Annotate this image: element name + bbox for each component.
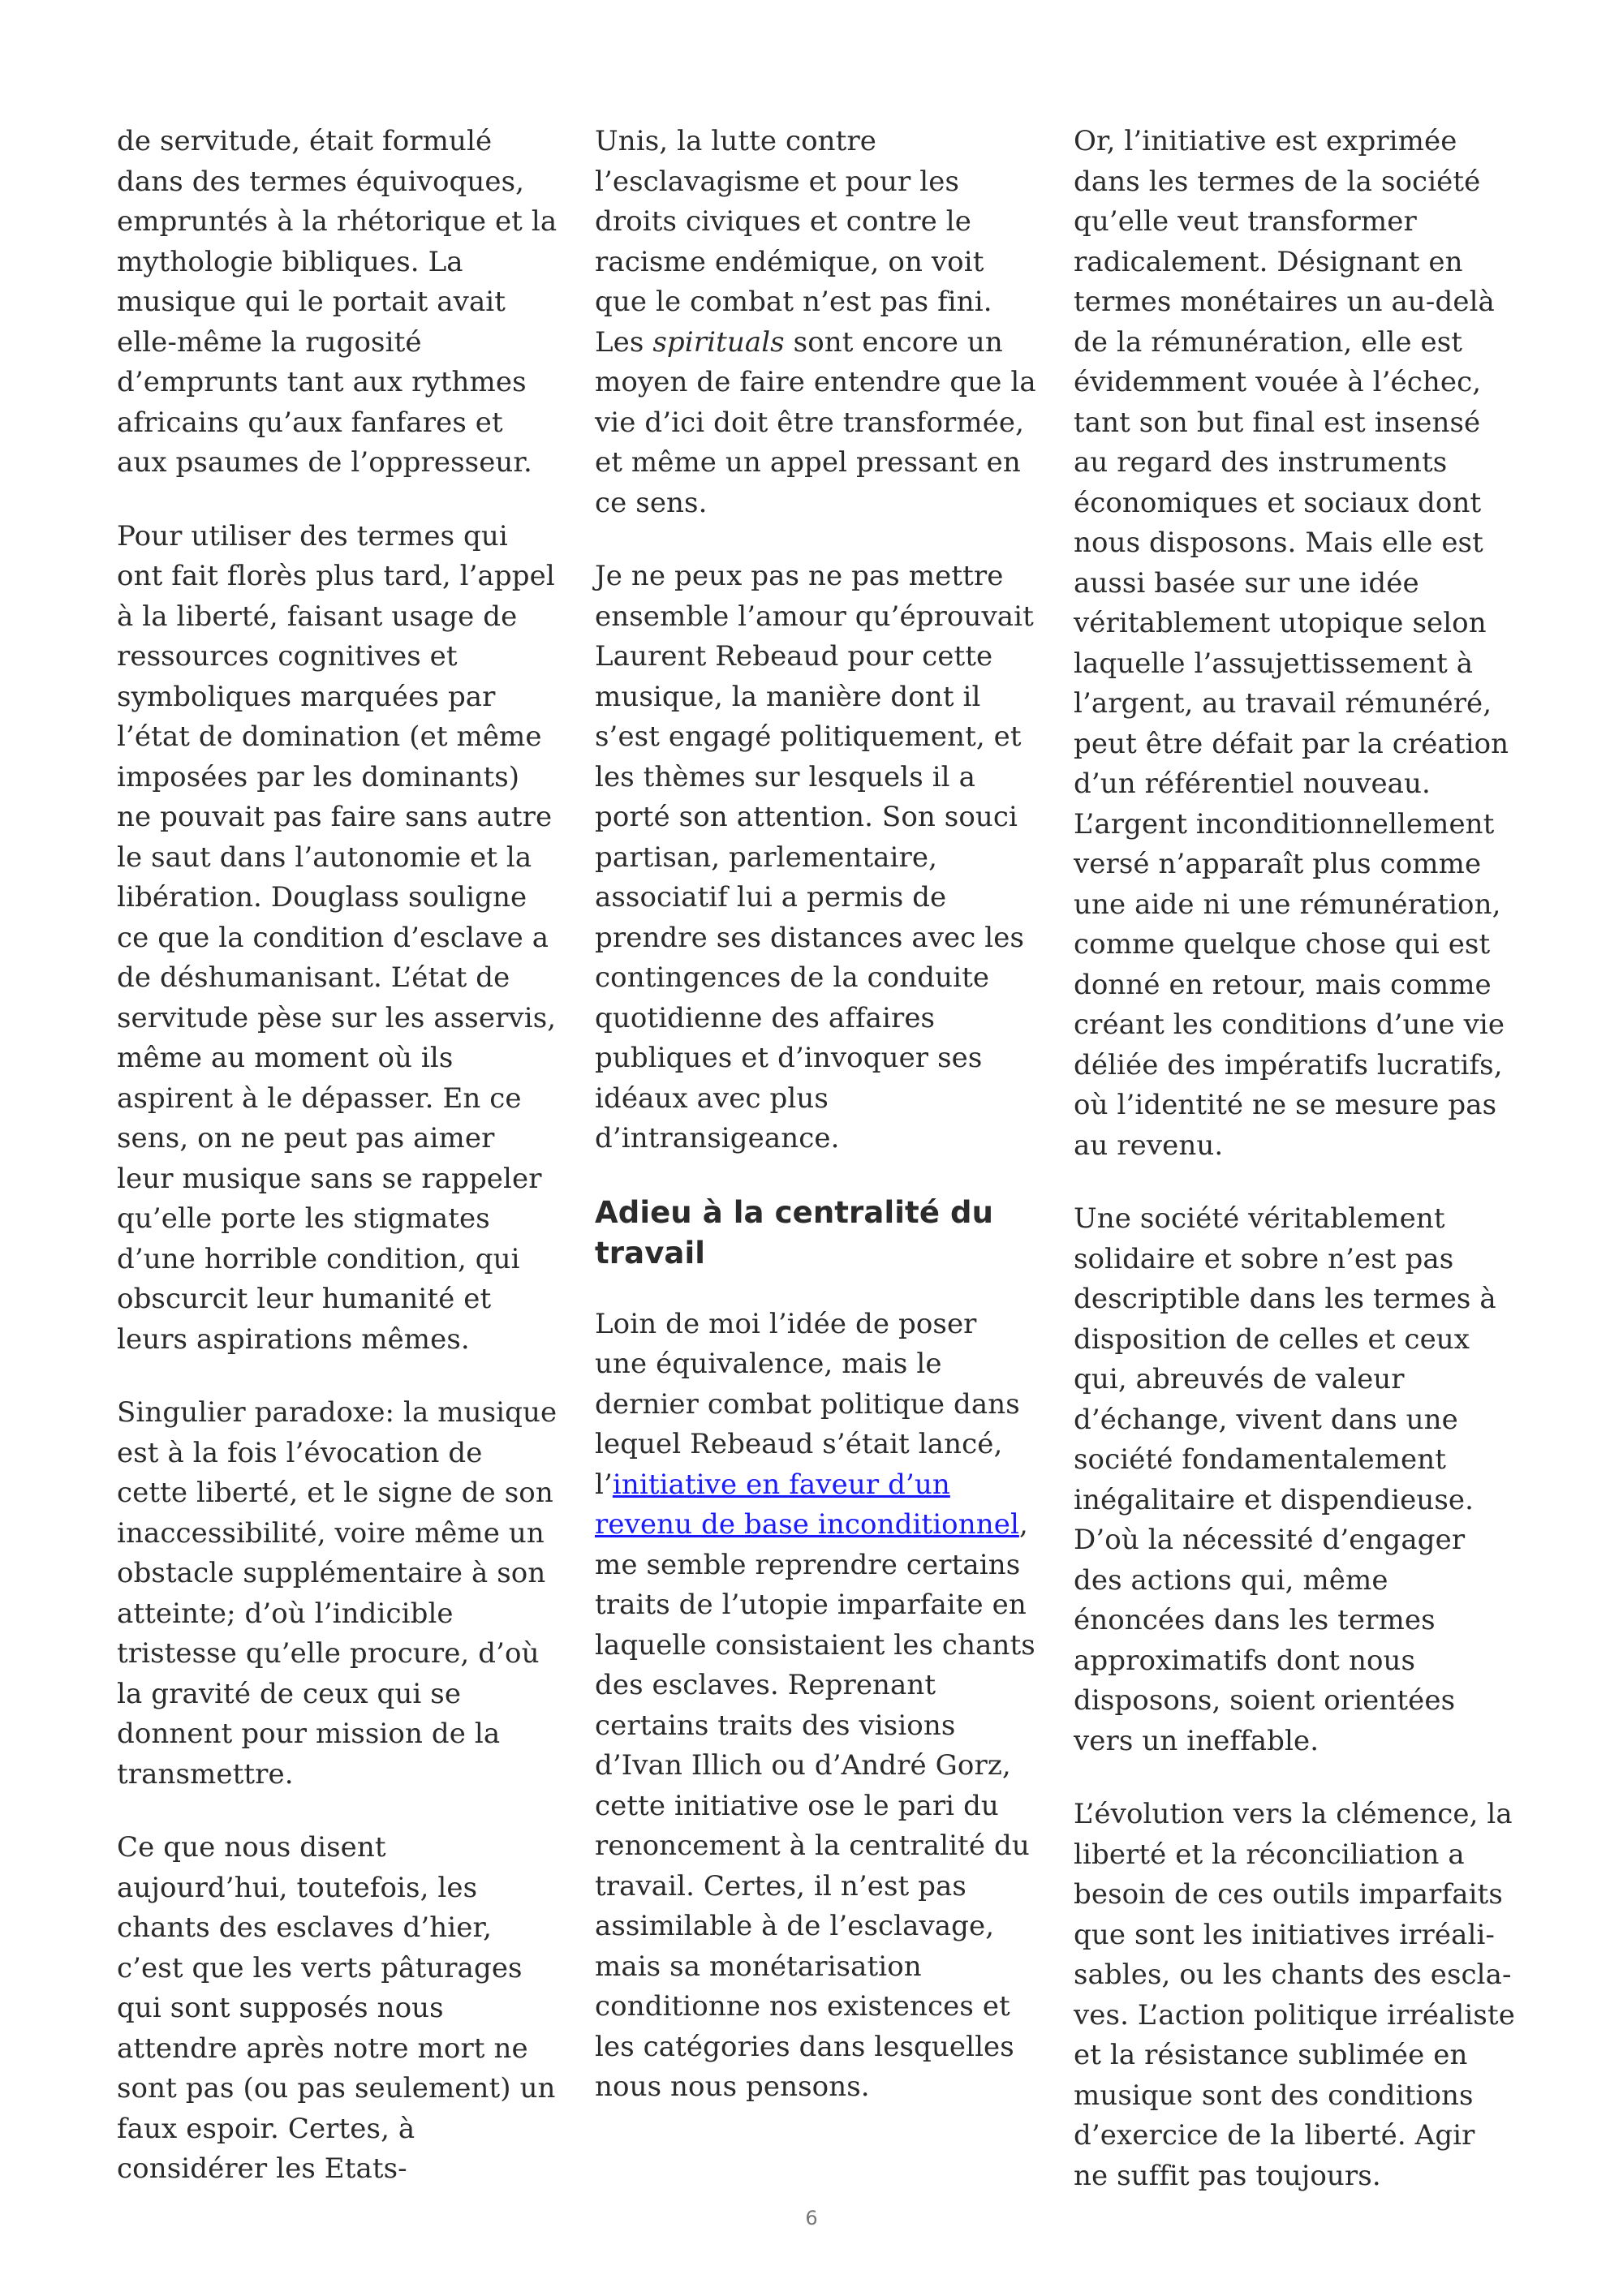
- page-number: 6: [805, 2207, 818, 2229]
- text-span: sont encore un moyen de faire entendre que la vie d’ici doit être transformée, et même un appel pressant en ce sens.: [595, 325, 1036, 519]
- text-span: , me semble reprendre certains traits de l’utopie imparfaite en laquelle consistaient les chants des esclaves. Reprenant certains traits des visions d’Ivan Illich ou d’André Gorz, cette initiative ose le pari du renoncement à la centralité du travail. Certes, il n’est pas assimilable à de l’esclavage, mais sa monétarisation conditionne nos existences et les catégories dans lesquelles nous nous pensons.: [595, 1508, 1035, 2103]
- section-heading: Adieu à la centralité du travail: [595, 1194, 994, 1271]
- paragraph: Or, l’initiative est exprimée dans les termes de la société qu’elle veut transformer radicalement. Désignant en termes monétaires un au-delà de la rémunération, elle est évidemment vouée à l’échec, tant son but final est insensé au regard des instruments économiques et sociaux dont nous disposons. Mais elle est aussi basée sur une idée véritablement utopique selon laquelle l’assujettissement à l’argent, au travail rémunéré, peut être défait par la création d’un référentiel nouveau. L’argent inconditionnellement versé n’apparaît plus comme une aide ni une rémunération, comme quelque chose qui est donné en retour, mais comme créant les conditions d’une vie déliée des impératifs lucratifs, où l’identité ne se mesure pas au revenu.: [1074, 125, 1509, 1162]
- text-span: Loin de moi l’idée de poser une équivalence, mais le dernier combat politique dans lequel Rebeaud s’était lancé, l’: [595, 1307, 1020, 1501]
- paragraph: Je ne peux pas ne pas mettre ensemble l’amour qu’éprouvait Laurent Rebeaud pour cette musique, la manière dont il s’est engagé politiquement, et les thèmes sur lesquels il a porté son attention. Son souci partisan, parlementaire, associatif lui a permis de prendre ses distances avec les contingences de la conduite quotidienne des affaires publiques et d’invoquer ses idéaux avec plus d’intransigeance.: [595, 560, 1034, 1154]
- paragraph: de servitude, était formulé dans des termes équivoques, empruntés à la rhétorique et la mythologie bibliques. La musique qui le portait avait elle-même la rugosité d’emprunts tant aux rythmes africains qu’aux fanfares et aux psaumes de l’oppresseur.: [117, 125, 558, 479]
- paragraph: Pour utiliser des termes qui ont fait florès plus tard, l’appel à la liberté, faisant usage de ressources cognitives et symboliques marquées par l’état de domination (et même imposées par les dominants) ne pouvait pas faire sans autre le saut dans l’autonomie et la libération. Douglass souligne ce que la condition d’esclave a de déshumanisant. L’état de servitude pèse sur les asservis, même au moment où ils aspirent à le dépasser. En ce sens, on ne peut pas aimer leur musique sans se rappeler qu’elle porte les stigmates d’une horrible condition, qui obscurcit leur humanité et leurs aspirations mêmes.: [117, 519, 557, 1356]
- italic-term: spirituals: [652, 325, 785, 359]
- paragraph: [595, 122, 1037, 523]
- paragraph: L’évolution vers la clémence, la liberté et la réconciliation a besoin de ces outils imparfaits que sont les initiatives irréali-sables, ou les chants des escla-ves. L’action politique irréaliste et la résistance sublimée en musique sont des conditions d’exercice de la liberté. Agir ne suffit pas toujours.: [1074, 1798, 1515, 2192]
- paragraph: Une société véritablement solidaire et sobre n’est pas descriptible dans les termes à disposition de celles et ceux qui, abreuvés de valeur d’échange, vivent dans une société fondamentalement inégalitaire et dispendieuse. D’où la nécessité d’engager des actions qui, même énoncées dans les termes approximatifs dont nous disposons, soient orientées vers un ineffable.: [1074, 1202, 1496, 1757]
- text-column-2: [595, 122, 1037, 2141]
- paragraph: [595, 1305, 1037, 2108]
- paragraph: Singulier paradoxe: la musique est à la fois l’évocation de cette liberté, et le signe de son inaccessibilité, voire même un obstacle supplémentaire à son atteinte; d’où l’indicible tristesse qu’elle procure, d’où la gravité de ceux qui se donnent pour mission de la transmettre.: [117, 1396, 558, 1791]
- paragraph: Ce que nous disent aujourd’hui, toutefois, les chants des esclaves d’hier, c’est que les verts pâturages qui sont supposés nous attendre après notre mort ne sont pas (ou pas seulement) un faux espoir. Certes, à considérer les Etats-: [117, 1831, 556, 2185]
- text-column-3: [1074, 122, 1516, 2229]
- text-span: Unis, la lutte contre l’esclavagisme et pour les droits civiques et contre le racisme endémique, on voit que le combat n’est pas fini. Les: [595, 125, 992, 359]
- text-column-1: [117, 122, 559, 2223]
- initiative-link[interactable]: initiative en faveur d’un revenu de base inconditionnel: [595, 1468, 1019, 1541]
